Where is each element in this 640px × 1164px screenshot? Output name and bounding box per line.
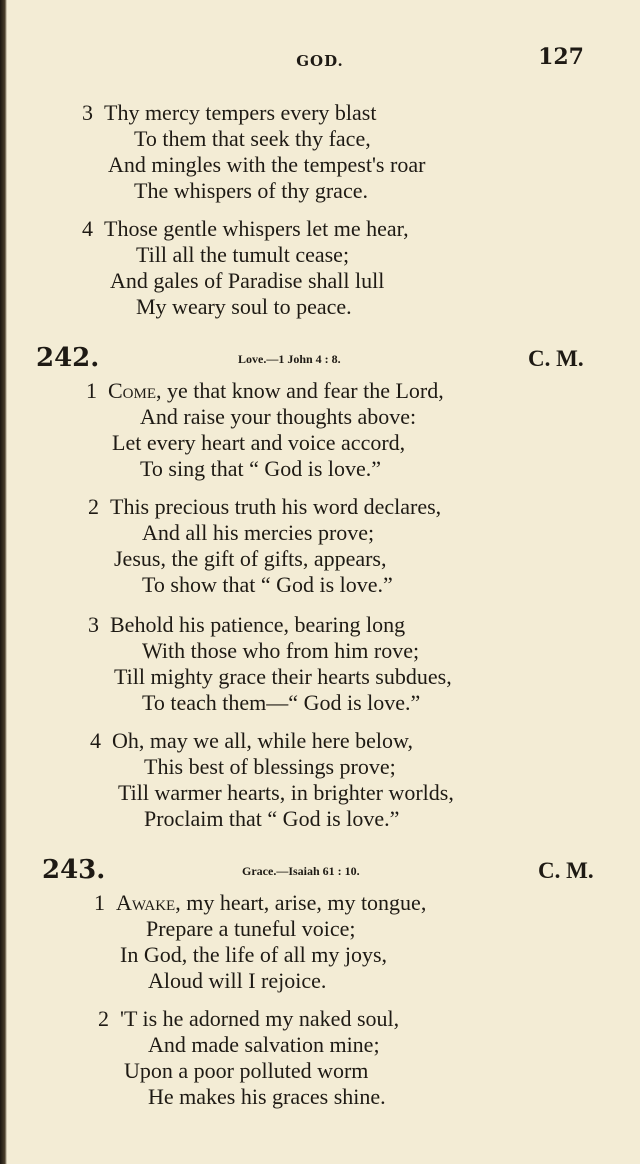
stanza-number: 4 bbox=[90, 728, 101, 753]
first-word: Awake, bbox=[116, 890, 181, 915]
stanza-number: 2 bbox=[98, 1006, 109, 1031]
hymn-number: 242. bbox=[36, 343, 100, 373]
stanza-number: 1 bbox=[86, 378, 97, 403]
verse-line: Till all the tumult cease; bbox=[136, 242, 350, 267]
verse-line: To them that seek thy face, bbox=[134, 126, 371, 151]
verse-line: 2 'T is he adorned my naked soul, bbox=[98, 1006, 400, 1031]
stanza-number: 3 bbox=[82, 100, 93, 125]
stanza-number: 3 bbox=[88, 612, 99, 637]
verse-line: Jesus, the gift of gifts, appears, bbox=[114, 546, 387, 571]
verse-line: Till mighty grace their hearts subdues, bbox=[114, 664, 452, 689]
hymn-subject: Love.—1 John 4 : 8. bbox=[238, 352, 341, 366]
hymn-meter: C. M. bbox=[528, 346, 584, 371]
verse-line: Upon a poor polluted worm bbox=[124, 1058, 369, 1083]
verse-line: He makes his graces shine. bbox=[148, 1084, 386, 1109]
verse-line: 1 Awake, my heart, arise, my tongue, bbox=[94, 890, 427, 915]
stanza-number: 4 bbox=[82, 216, 93, 241]
stanza-number: 1 bbox=[94, 890, 105, 915]
running-header: GOD. bbox=[296, 52, 344, 70]
verse-line: With those who from him rove; bbox=[142, 638, 420, 663]
verse-line: 3 Behold his patience, bearing long bbox=[88, 612, 406, 637]
stanza-number: 2 bbox=[88, 494, 99, 519]
verse-line: And raise your thoughts above: bbox=[140, 404, 417, 429]
verse-line: 1 Come, ye that know and fear the Lord, bbox=[86, 378, 444, 403]
verse-line: Till warmer hearts, in brighter worlds, bbox=[118, 780, 454, 805]
verse-line: And made salvation mine; bbox=[148, 1032, 380, 1057]
verse-line: And all his mercies prove; bbox=[142, 520, 375, 545]
page-gutter-shadow bbox=[0, 0, 7, 1164]
page-number: 127 bbox=[538, 44, 584, 70]
verse-line: 4 Those gentle whispers let me hear, bbox=[82, 216, 409, 241]
verse-line: My weary soul to peace. bbox=[136, 294, 352, 319]
verse-line: 4 Oh, may we all, while here below, bbox=[90, 728, 413, 753]
verse-line: To teach them—“ God is love.” bbox=[142, 690, 421, 715]
hymn-subject: Grace.—Isaiah 61 : 10. bbox=[242, 864, 360, 878]
verse-line: The whispers of thy grace. bbox=[134, 178, 368, 203]
verse-line: Proclaim that “ God is love.” bbox=[144, 806, 400, 831]
verse-line: And mingles with the tempest's roar bbox=[108, 152, 426, 177]
verse-line: This best of blessings prove; bbox=[144, 754, 396, 779]
verse-line: Let every heart and voice accord, bbox=[112, 430, 406, 455]
verse-line: Prepare a tuneful voice; bbox=[146, 916, 356, 941]
hymn-number: 243. bbox=[42, 855, 106, 885]
verse-line: To show that “ God is love.” bbox=[142, 572, 393, 597]
hymn-meter: C. M. bbox=[538, 858, 594, 883]
verse-line: 3 Thy mercy tempers every blast bbox=[82, 100, 377, 125]
verse-line: Aloud will I rejoice. bbox=[148, 968, 327, 993]
verse-line: 2 This precious truth his word declares, bbox=[88, 494, 442, 519]
verse-line: In God, the life of all my joys, bbox=[120, 942, 388, 967]
verse-line: To sing that “ God is love.” bbox=[140, 456, 382, 481]
first-word: Come, bbox=[108, 378, 162, 403]
verse-line: And gales of Paradise shall lull bbox=[110, 268, 385, 293]
